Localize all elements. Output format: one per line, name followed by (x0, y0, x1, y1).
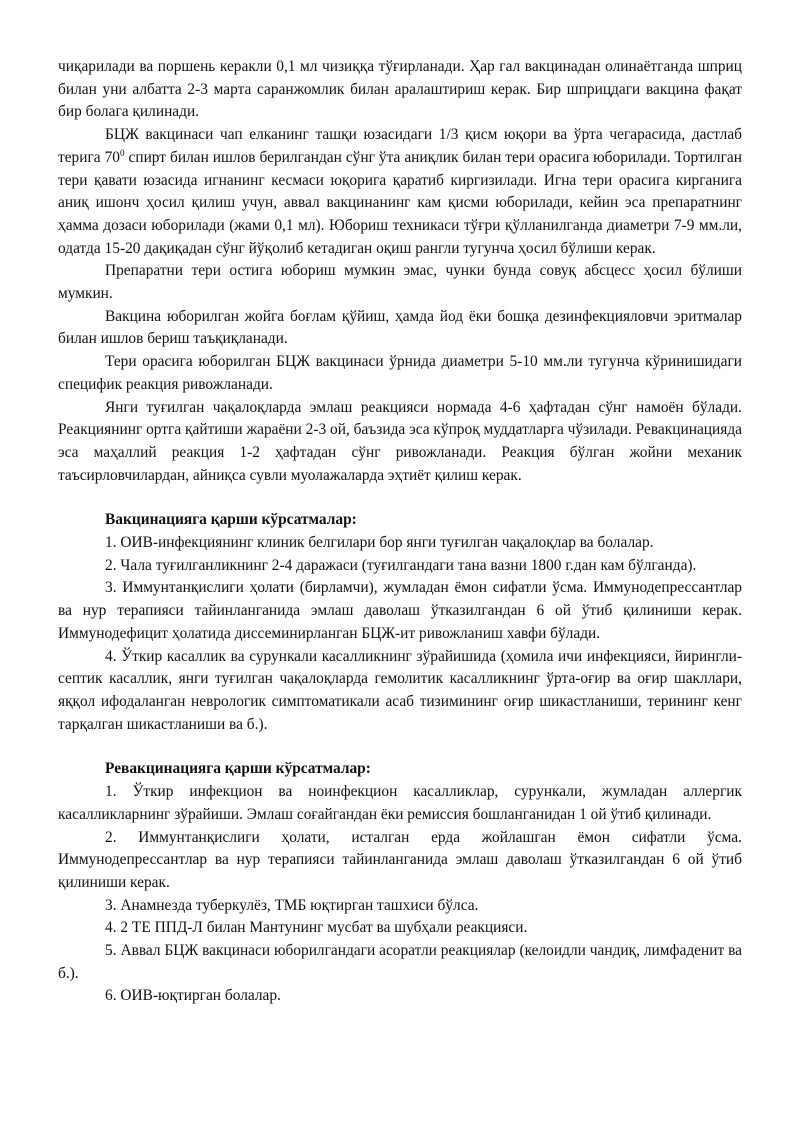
list-item: 3. Иммунтанқислиги ҳолати (бирламчи), жумладан ёмон сифатли ўсма. Иммунодепрессантлар ва нур терапияси тайинланганида эмлаш даволаш ўтказилгандан 6 ой ўтиб қилиниши керак. Иммунодефицит ҳолатида диссеминирланган БЦЖ-ит ривожланиш хавфи бўлади. (58, 579, 742, 642)
spacer (58, 487, 742, 509)
paragraph-specific-reaction: Тери орасига юборилган БЦЖ вакцинаси ўрнида диаметри 5-10 мм.ли тугунча кўринишидаги специфик реакция ривожланади. (58, 353, 742, 393)
paragraph-bandage-prohibition: Вакцина юборилган жойга боғлам қўйиш, ҳамда йод ёки бошқа дезинфекцияловчи эритмалар билан ишлов бериш таъқиқланади. (58, 307, 742, 348)
list-item: 6. ОИВ-юқтирган болалар. (105, 987, 281, 1005)
list-item: 2. Чала туғилганликнинг 2-4 даражаси (туғилгандаги тана вазни 1800 г.дан кам бўлганда). (105, 556, 697, 574)
list-item: 3. Анамнезда туберкулёз, ТМБ юқтирган ташхиси бўлса. (105, 896, 479, 914)
list-item: 1. ОИВ-инфекциянинг клиник белгилари бор янги туғилган чақалоқлар ва болалар. (105, 534, 654, 552)
list-item: 5. Аввал БЦЖ вакцинаси юборилгандаги асоратли реакциялар (келоидли чандиқ, лимфаденит ва б.). (58, 942, 742, 982)
list-item: 4. 2 ТЕ ППД-Л билан Мантунинг мусбат ва шубҳали реакцияси. (105, 919, 528, 937)
paragraph-subcutaneous-warning: Препаратни тери остига юбориш мумкин эмас, чунки бунда совуқ абсцесс ҳосил бўлиши мумкин. (58, 262, 742, 303)
list-item: 4. Ўткир касаллик ва сурункали касалликнинг зўрайишида (ҳомила ичи инфекцияси, йирингли-септик касаллик, янги туғилган чақалоқларда гемолитик касалликнинг ўрта-оғир ва оғир шакллари, яққол ифодаланган неврологик симптоматикали асаб тизимининг оғир шикастланиши, терининг кенг тарқалган шикастланиши ва б.). (58, 647, 742, 733)
degree-superscript: 0 (120, 147, 125, 158)
paragraph-text: спирт билан ишлов берилгандан сўнг ўта аниқлик билан тери орасига юборилади. Тортилган тери қавати юзасида игнанинг кесмаси юқорига қаратиб киргизилади. Игна тери орасига кирганига аниқ ишонч ҳосил қилиш учун, аввал вакцинанинг кам қисми юборилади, кейин эса препаратнинг ҳамма дозаси юборилади (жами 0,1 мл). Юбориш техникаси тўғри қўлланилганда диаметри 7-9 мм.ли, одатда 15-20 дақиқадан сўнг йўқолиб кетадиган оқиш рангли тугунча ҳосил бўлиши керак. (58, 148, 742, 257)
revaccination-contraindications-heading: Ревакцинацияга қарши кўрсатмалар: (105, 760, 371, 778)
paragraph-reaction-timeline: Янги туғилган чақалоқларда эмлаш реакцияси нормада 4-6 ҳафтадан сўнг намоён бўлади. Реакциянинг ортга қайтиши жараёни 2-3 ой, баъзида эса кўпроқ муддатларга чўзилади. Ревакцинацияда эса маҳаллий реакция 1-2 ҳафтадан сўнг ривожланади. Реакция бўлган жойни механик таъсирловчилардан, айниқса сувли муолажаларда эҳтиёт қилиш керак. (58, 398, 742, 484)
paragraph-injection-technique (58, 124, 742, 260)
paragraph-syringe-mixing: чиқарилади ва поршень керакли 0,1 мл чизиққа тўғирланади. Ҳар гал вакцинадан олинаётганда шприц билан уни албатта 2-3 марта саранжомлик билан аралаштириш керак. Бир шприцдаги вакцина фақат бир болага қилинади. (58, 58, 742, 121)
spacer (58, 736, 742, 758)
paragraph-text: БЦЖ вакцинаси чап елканинг ташқи юзасидаги 1/3 қисм юқори ва ўрта чегарасида, дастлаб терига 70 (58, 126, 742, 166)
list-item: 2. Иммунтанқислиги ҳолати, исталган ерда жойлашган ёмон сифатли ўсма. Иммунодепрессантлар ва нур терапияси тайинланганида эмлаш даволаш ўтказилгандан 6 ой ўтиб қилиниши керак. (58, 828, 742, 891)
list-item: 1. Ўткир инфекцион ва ноинфекцион касалликлар, сурункали, жумладан аллергик касалликларнинг зўрайиши. Эмлаш соғайгандан ёки ремиссия бошланганидан 1 ой ўтиб қилинади. (58, 783, 742, 823)
vaccination-contraindications-heading: Вакцинацияга қарши кўрсатмалар: (105, 511, 357, 529)
